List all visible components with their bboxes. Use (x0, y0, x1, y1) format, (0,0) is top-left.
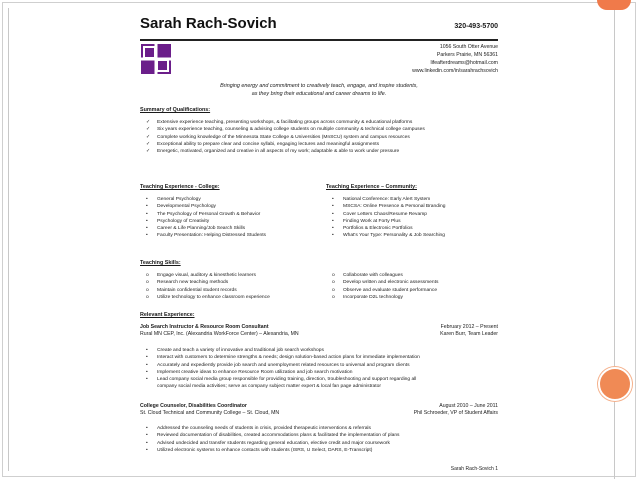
list-item: ✓ Extensive experience teaching, presenting workshops, & facilitating groups across community & educational platforms (146, 119, 413, 125)
list-item: company social media activities; serve as company subject matter expert & local fan page administrator (157, 384, 381, 390)
circle-bullet-icon: o (146, 287, 149, 293)
bullet-icon: • (146, 377, 148, 383)
list-item: • MSCSA: Online Presence & Personal Branding (332, 204, 446, 210)
teaching-skills-right (330, 272, 438, 301)
qualifications-heading: Summary of Qualifications: (140, 107, 211, 113)
bullet-icon: • (146, 433, 148, 439)
bullet-icon: • (332, 226, 334, 232)
list-item: • Advised undecided and transfer students regarding general education, elective credit and major coursework (146, 440, 390, 446)
experience-heading: Relevant Experience: (140, 312, 195, 318)
bullet-icon: • (146, 211, 148, 217)
job-2-dates: August 2010 – June 2011 (439, 403, 498, 409)
list-item: • Reviewed documentation of disabilities, created accommodations plans & facilitated the implementation of plans (146, 433, 400, 439)
bullet-icon: • (146, 218, 148, 224)
bullet-icon: • (332, 218, 334, 224)
bullet-icon: • (332, 233, 334, 239)
list-item: • Portfolios & Electronic Portfolios (332, 226, 413, 232)
tagline-line: Bringing energy and commitment to creatively teach, engage, and inspire students, (220, 83, 418, 89)
job-1-list (144, 347, 420, 391)
job-1-org: Rural MN CEP, Inc. (Alexandria WorkForce Center) – Alexandria, MN (140, 331, 299, 337)
teaching-skills-heading: Teaching Skills: (140, 260, 181, 266)
circle-bullet-icon: o (332, 273, 335, 278)
list-item: o Incorporate D2L technology (332, 294, 403, 300)
list-item: o Maintain confidential student records (146, 287, 237, 293)
list-item: • Developmental Psychology (146, 204, 216, 210)
contact-email: lifeafterdreams@hotmail.com (430, 60, 498, 66)
list-item: • Finding Work at Forty Plus (332, 218, 401, 224)
list-item: ✓ Complete working knowledge of the Minnesota State College & Universities (MnSCU) system and campus resources (146, 133, 410, 140)
circle-bullet-icon: o (146, 294, 149, 300)
qr-code-icon (141, 44, 171, 74)
resume-phone: 320-493-5700 (454, 23, 498, 30)
bullet-icon: • (146, 204, 148, 210)
contact-linkedin: www.linkedin.com/in/sarahrachsovich (412, 68, 498, 74)
bullet-icon: • (146, 440, 148, 446)
tagline-line: as they bring their educational and career dreams to life. (251, 91, 387, 97)
check-icon: ✓ (146, 126, 151, 133)
list-item: ✓ Exceptional ability to prepare clear and concise syllabi, engaging lectures and meaningful assignments (146, 140, 380, 147)
check-icon: ✓ (146, 140, 151, 147)
circle-bullet-icon: o (332, 287, 335, 293)
circle-bullet-icon: o (332, 294, 335, 300)
circle-bullet-icon: o (332, 280, 335, 286)
slide-left-border (8, 8, 9, 471)
bullet-icon: • (146, 355, 148, 361)
teaching-college-list (144, 196, 266, 240)
bullet-icon: • (146, 197, 148, 202)
list-item: o Collaborate with colleagues (332, 273, 403, 278)
orange-circle-decoration (598, 367, 632, 401)
contact-block (412, 43, 498, 75)
list-item: • Addressed the counseling needs of students in crisis, provided therapeutic interventions & referrals (146, 426, 371, 431)
check-icon: ✓ (146, 119, 151, 125)
bullet-icon: • (146, 362, 148, 368)
circle-bullet-icon: o (146, 273, 149, 278)
contact-address: 1056 South Otter Avenue (439, 44, 498, 50)
list-item: • Utilized electronic systems to enhance contacts with students (ISRS, U Select, DARS, E-Transcript) (146, 447, 373, 453)
bullet-icon: • (332, 197, 334, 202)
list-item: o Utilize technology to enhance classroom experience (146, 294, 270, 300)
list-item: o Engage visual, auditory & kinesthetic learners (146, 273, 256, 278)
teaching-college-heading: Teaching Experience - College: (140, 184, 220, 190)
list-item: • What's Your Type: Personality & Job Searching (332, 233, 445, 239)
list-item: • Implement creative ideas to enhance Resource Room utilization and job search motivation (146, 369, 353, 375)
list-item: • National Conference: Early Alert System (332, 197, 431, 202)
bullet-icon: • (146, 369, 148, 375)
list-item: o Research new teaching methods (146, 280, 229, 286)
list-item: • Lead company social media group responsible for providing training, direction, troubleshooting and support regarding all (146, 377, 417, 383)
list-item: • Create and teach a variety of innovative and traditional job search workshops (146, 348, 324, 353)
job-1-supervisor: Karen Burr, Team Leader (440, 331, 498, 337)
list-item: • Interact with customers to determine strengths & needs; design solution-based action plans for immediate implementation (146, 355, 420, 361)
check-icon: ✓ (146, 133, 151, 140)
list-item: o Develop written and electronic assessments (332, 280, 439, 286)
header-rule (140, 39, 498, 41)
job-2-list (144, 425, 400, 454)
bullet-icon: • (146, 226, 148, 232)
check-icon: ✓ (146, 148, 151, 155)
job-1-dates: February 2012 – Present (440, 324, 498, 330)
bullet-icon: • (146, 426, 148, 431)
bullet-icon: • (332, 204, 334, 210)
list-item: • Psychology of Creativity (146, 218, 210, 224)
job-1-title: Job Search Instructor & Resource Room Consultant (140, 324, 269, 330)
bullet-icon: • (332, 211, 334, 217)
list-item: o Observe and evaluate student performance (332, 287, 438, 293)
list-item: • Cover Letters Chaos/Resume Revamp (332, 211, 427, 217)
list-item: ✓ Six years experience teaching, counseling & advising college students on multiple community & technical college campuses (146, 126, 425, 133)
bullet-icon: • (146, 447, 148, 453)
teaching-community-list (330, 196, 445, 240)
qualifications-list (144, 119, 425, 155)
contact-city: Parkers Prairie, MN 56361 (436, 52, 498, 58)
slide-right-border (614, 0, 615, 479)
circle-bullet-icon: o (146, 280, 149, 286)
bullet-icon: • (146, 233, 148, 239)
resume-page (130, 6, 508, 476)
list-item: • Career & Life Planning/Job Search Skills (146, 226, 246, 232)
list-item: • The Psychology of Personal Growth & Behavior (146, 211, 261, 217)
list-item: • General Psychology (146, 197, 201, 202)
resume-name: Sarah Rach-Sovich (140, 15, 277, 32)
list-item: ✓ Energetic, motivated, organized and creative in all aspects of my work; adaptable & able to work under pressure (146, 148, 400, 155)
list-item: • Faculty Presentation: Helping Distressed Students (146, 233, 267, 239)
list-item: • Accurately and expediently provide job search and unemployment related resources to universal and program clients (146, 362, 410, 368)
job-2-supervisor: Phil Schroeder, VP of Student Affairs (413, 410, 498, 416)
teaching-skills-left (144, 272, 270, 301)
page-footer: Sarah Rach-Sovich 1 (450, 466, 498, 472)
tagline (130, 82, 508, 98)
job-2-title: College Counselor, Disabilities Coordinator (140, 403, 247, 409)
orange-top-tab (597, 0, 631, 10)
job-2-org: St. Cloud Technical and Community College – St. Cloud, MN (140, 410, 280, 416)
bullet-icon: • (146, 348, 148, 353)
teaching-community-heading: Teaching Experience – Community: (326, 184, 417, 190)
